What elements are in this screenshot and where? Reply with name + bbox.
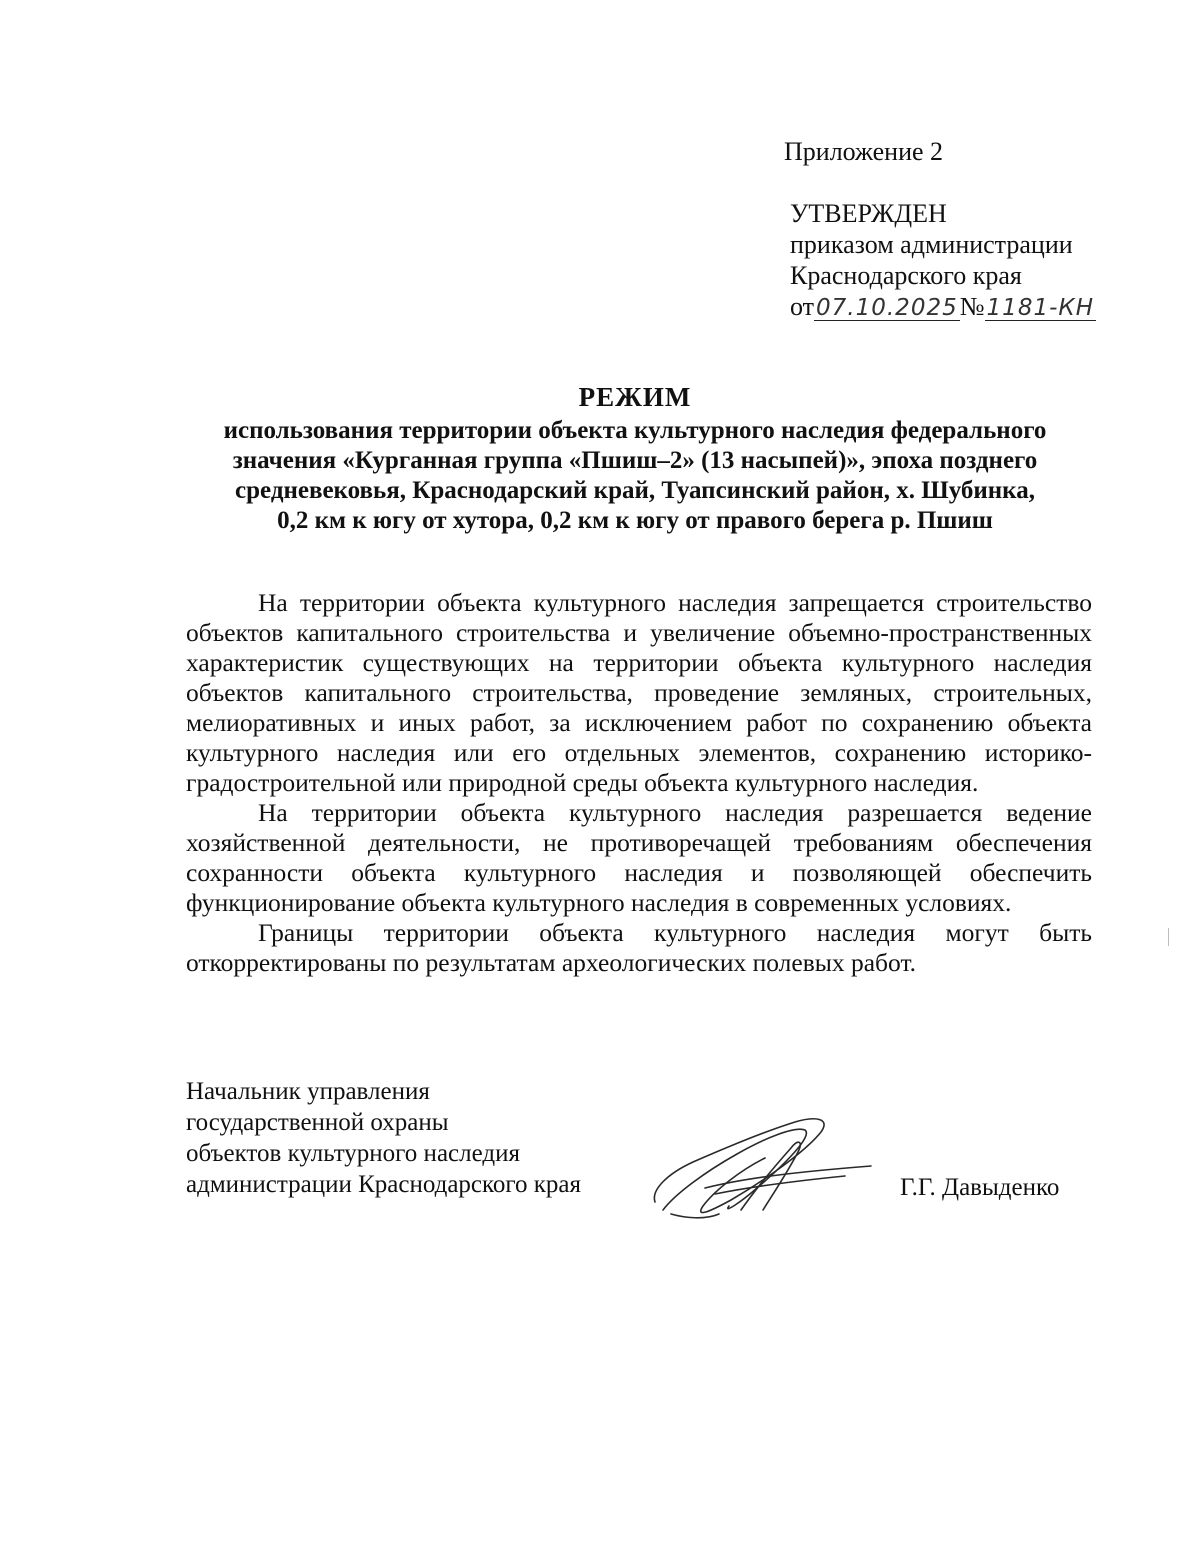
number-prefix: № [959, 292, 985, 321]
subtitle-line-3: средневековья, Краснодарский край, Туапсинский район, х. Шубинка, [235, 477, 1035, 504]
approved-by-line-2: Краснодарского края [790, 261, 1022, 290]
paragraph-permissions: На территории объекта культурного наследия разрешается ведение хозяйственной деятельности, не противоречащей требованиям обеспечения сохранности объекта культурного наследия и позволяющей обеспечить функционирование объекта культурного наследия в современных условиях. [186, 798, 1092, 917]
date-prefix: от [790, 292, 815, 321]
approval-date-line [790, 291, 1096, 322]
approval-number-handwritten: 1181-КН [986, 295, 1095, 321]
document-title-block [180, 382, 1090, 536]
approved-by-line-1: приказом администрации [790, 230, 1073, 259]
scan-edge-mark [1168, 928, 1169, 946]
paragraph-prohibitions: На территории объекта культурного наследия запрещается строительство объектов капитального строительства и увеличение объемно-пространственных характеристик существующих на территории объекта культурного наследия объектов капитального строительства, проведение земляных, строительных, мелиоративных и иных работ, за исключением работ по сохранению объекта культурного наследия или его отдельных элементов, сохранению историко-градостроительной или природной среды объекта культурного наследия. [186, 588, 1092, 797]
approval-block [790, 198, 1096, 322]
signer-position-line-1: Начальник управления [186, 1078, 430, 1105]
approval-date-handwritten: 07.10.2025 [816, 295, 958, 321]
signer-position-line-2: государственной охраны [186, 1109, 449, 1136]
subtitle-line-2: значения «Курганная группа «Пшиш–2» (13 насыпей)», эпоха позднего [232, 447, 1038, 474]
document-heading: РЕЖИМ [578, 382, 692, 412]
subtitle-line-4: 0,2 км к югу от хутора, 0,2 км к югу от правого берега р. Пшиш [277, 507, 993, 534]
document-body [186, 588, 1092, 978]
paragraph-boundaries: Границы территории объекта культурного наследия могут быть откорректированы по результатам археологических полевых работ. [186, 918, 1092, 977]
signer-position-line-3: объектов культурного наследия [186, 1140, 520, 1167]
signer-position-line-4: администрации Краснодарского края [186, 1171, 582, 1198]
appendix-label: Приложение 2 [784, 137, 944, 166]
approved-stamp-text: УТВЕРЖДЕН [790, 199, 947, 228]
subtitle-line-1: использования территории объекта культурного наследия федерального [223, 417, 1047, 444]
signer-position-block [186, 1076, 581, 1200]
handwritten-signature-icon [645, 1110, 875, 1230]
signer-name: Г.Г. Давыденко [900, 1174, 1060, 1201]
